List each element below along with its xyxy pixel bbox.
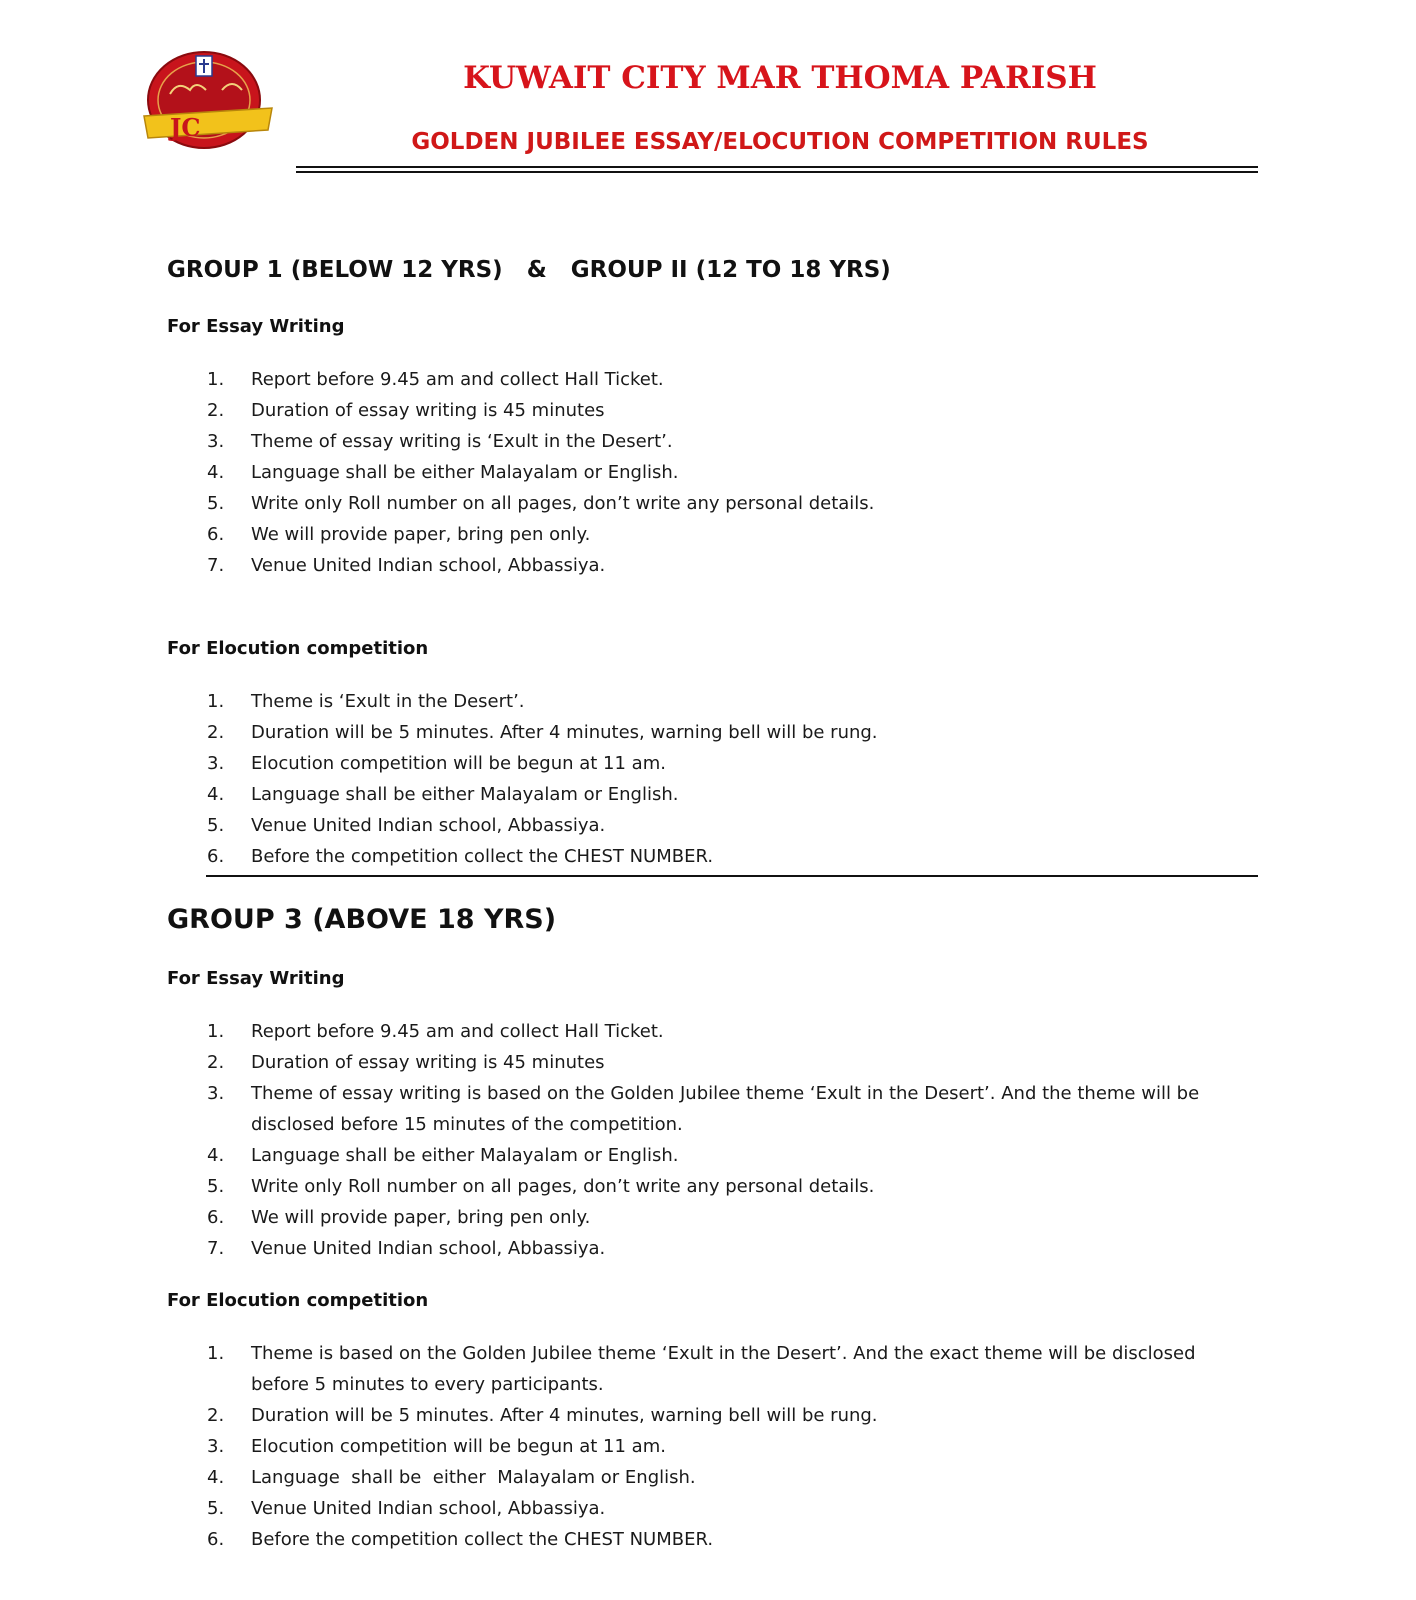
rule-item bbox=[0, 810, 1251, 841]
rule-number: 2. bbox=[207, 1405, 225, 1426]
group-3-elocution-rules bbox=[0, 1338, 1251, 1555]
rule-item bbox=[0, 1016, 1251, 1047]
rule-number: 3. bbox=[207, 431, 225, 452]
rule-item bbox=[0, 1140, 1251, 1171]
rule-text: Write only Roll number on all pages, don’t write any personal details. bbox=[251, 1176, 875, 1197]
rule-text: Language shall be either Malayalam or English. bbox=[251, 462, 679, 483]
rule-item bbox=[0, 717, 1251, 748]
rule-text: Before the competition collect the CHEST NUMBER. bbox=[251, 846, 714, 867]
rule-text: Venue United Indian school, Abbassiya. bbox=[251, 555, 606, 576]
rule-item bbox=[0, 1047, 1251, 1078]
rule-text: Elocution competition will be begun at 11 am. bbox=[251, 1436, 666, 1457]
rule-text: Language shall be either Malayalam or English. bbox=[251, 1467, 696, 1488]
rule-number: 2. bbox=[207, 400, 225, 421]
rule-text: We will provide paper, bring pen only. bbox=[251, 1207, 591, 1228]
rule-item bbox=[0, 1078, 1251, 1140]
rule-text: Report before 9.45 am and collect Hall Ticket. bbox=[251, 1021, 664, 1042]
rule-item bbox=[0, 1233, 1251, 1264]
rule-text: Venue United Indian school, Abbassiya. bbox=[251, 1238, 606, 1259]
rule-number: 4. bbox=[207, 1467, 225, 1488]
rule-item bbox=[0, 841, 1251, 872]
header-rule-top bbox=[296, 166, 1258, 168]
rule-text: Write only Roll number on all pages, don’t write any personal details. bbox=[251, 493, 875, 514]
rule-item bbox=[0, 426, 1251, 457]
rule-number: 4. bbox=[207, 784, 225, 805]
header-rule-bottom bbox=[296, 171, 1258, 173]
group-1-2-essay-rules bbox=[0, 364, 1251, 581]
rule-number: 6. bbox=[207, 524, 225, 545]
rule-text: Theme of essay writing is based on the Golden Jubilee theme ‘Exult in the Desert’. And the theme will be disclosed before 15 minutes of the competition. bbox=[251, 1083, 1205, 1135]
rule-text: Elocution competition will be begun at 11 am. bbox=[251, 753, 666, 774]
rule-text: Theme is ‘Exult in the Desert’. bbox=[251, 691, 525, 712]
rule-number: 5. bbox=[207, 1176, 225, 1197]
rule-number: 1. bbox=[207, 691, 225, 712]
rule-item bbox=[0, 364, 1251, 395]
rule-item bbox=[0, 488, 1251, 519]
rule-text: We will provide paper, bring pen only. bbox=[251, 524, 591, 545]
rule-item bbox=[0, 1462, 1251, 1493]
rule-text: Theme of essay writing is ‘Exult in the Desert’. bbox=[251, 431, 673, 452]
rule-number: 3. bbox=[207, 1436, 225, 1457]
rule-text: Report before 9.45 am and collect Hall Ticket. bbox=[251, 369, 664, 390]
elocution-subheading: For Elocution competition bbox=[167, 1290, 429, 1311]
rule-item bbox=[0, 1338, 1251, 1400]
elocution-subheading: For Elocution competition bbox=[167, 638, 429, 659]
section-divider bbox=[206, 875, 1258, 877]
group-1-2-heading: GROUP 1 (BELOW 12 YRS) & GROUP II (12 TO 18 YRS) bbox=[167, 257, 891, 283]
rule-number: 6. bbox=[207, 1529, 225, 1550]
rule-text: Duration will be 5 minutes. After 4 minutes, warning bell will be rung. bbox=[251, 722, 878, 743]
rule-number: 7. bbox=[207, 1238, 225, 1259]
rule-number: 1. bbox=[207, 1343, 225, 1364]
rule-item bbox=[0, 457, 1251, 488]
rule-item bbox=[0, 1171, 1251, 1202]
parish-title: KUWAIT CITY MAR THOMA PARISH bbox=[463, 60, 1097, 96]
parish-logo bbox=[140, 50, 276, 158]
essay-writing-subheading: For Essay Writing bbox=[167, 968, 345, 989]
rule-number: 5. bbox=[207, 493, 225, 514]
rule-item bbox=[0, 1493, 1251, 1524]
rule-text: Before the competition collect the CHEST NUMBER. bbox=[251, 1529, 714, 1550]
rule-text: Venue United Indian school, Abbassiya. bbox=[251, 1498, 606, 1519]
group-1-2-elocution-rules bbox=[0, 686, 1251, 872]
rule-number: 4. bbox=[207, 462, 225, 483]
rule-text: Language shall be either Malayalam or English. bbox=[251, 784, 679, 805]
rule-item bbox=[0, 779, 1251, 810]
rule-number: 3. bbox=[207, 753, 225, 774]
rule-number: 2. bbox=[207, 722, 225, 743]
rule-number: 3. bbox=[207, 1083, 225, 1104]
rule-text: Venue United Indian school, Abbassiya. bbox=[251, 815, 606, 836]
svg-text:JC: JC bbox=[170, 113, 201, 142]
rule-number: 7. bbox=[207, 555, 225, 576]
rule-number: 1. bbox=[207, 1021, 225, 1042]
rule-number: 2. bbox=[207, 1052, 225, 1073]
rule-item bbox=[0, 519, 1251, 550]
rule-number: 4. bbox=[207, 1145, 225, 1166]
group-3-essay-rules bbox=[0, 1016, 1251, 1264]
rule-number: 1. bbox=[207, 369, 225, 390]
rule-item bbox=[0, 748, 1251, 779]
rule-item bbox=[0, 1202, 1251, 1233]
rule-item bbox=[0, 550, 1251, 581]
rule-text: Duration of essay writing is 45 minutes bbox=[251, 400, 605, 421]
group-3-heading: GROUP 3 (ABOVE 18 YRS) bbox=[167, 904, 557, 935]
rule-item bbox=[0, 686, 1251, 717]
rule-text: Language shall be either Malayalam or English. bbox=[251, 1145, 679, 1166]
rule-number: 6. bbox=[207, 1207, 225, 1228]
rule-text: Duration will be 5 minutes. After 4 minutes, warning bell will be rung. bbox=[251, 1405, 878, 1426]
rule-number: 5. bbox=[207, 815, 225, 836]
essay-writing-subheading: For Essay Writing bbox=[167, 316, 345, 337]
rule-item bbox=[0, 1400, 1251, 1431]
rule-text: Theme is based on the Golden Jubilee theme ‘Exult in the Desert’. And the exact theme will be disclosed before 5 minutes to every participants. bbox=[251, 1343, 1202, 1395]
rules-title: GOLDEN JUBILEE ESSAY/ELOCUTION COMPETITION RULES bbox=[411, 129, 1149, 155]
rule-item bbox=[0, 395, 1251, 426]
rule-item bbox=[0, 1431, 1251, 1462]
rule-item bbox=[0, 1524, 1251, 1555]
rule-number: 6. bbox=[207, 846, 225, 867]
rule-text: Duration of essay writing is 45 minutes bbox=[251, 1052, 605, 1073]
rule-number: 5. bbox=[207, 1498, 225, 1519]
